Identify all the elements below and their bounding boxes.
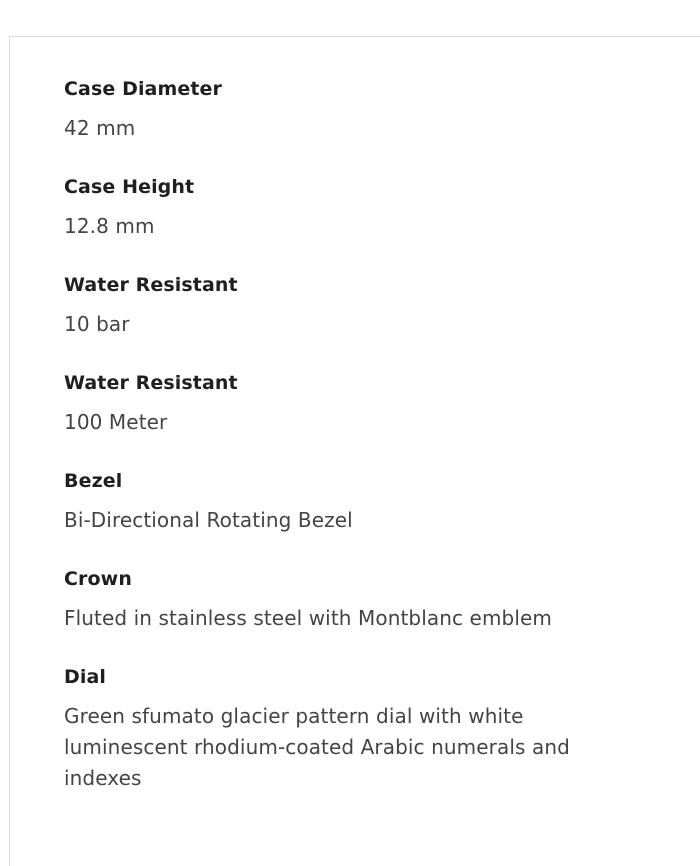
- specifications-list: [64, 77, 624, 825]
- spec-dial: [64, 665, 624, 794]
- spec-water-resistant-meter: [64, 371, 624, 438]
- spec-water-resistant-bar: [64, 273, 624, 340]
- spec-case-height: [64, 175, 624, 242]
- spec-value: 12.8 mm: [64, 214, 155, 238]
- spec-value: 10 bar: [64, 312, 130, 336]
- spec-label: Case Height: [64, 176, 195, 198]
- spec-label: Water Resistant: [64, 372, 238, 394]
- spec-label: Crown: [64, 568, 132, 590]
- spec-label: Bezel: [64, 470, 123, 492]
- spec-label: Dial: [64, 666, 107, 688]
- spec-value: Green sfumato glacier pattern dial with white luminescent rhodium-coated Arabic numerals and indexes: [64, 704, 570, 790]
- spec-value: Fluted in stainless steel with Montblanc emblem: [64, 606, 552, 630]
- spec-label: Water Resistant: [64, 274, 238, 296]
- spec-label: Case Diameter: [64, 78, 223, 100]
- spec-value: 42 mm: [64, 116, 136, 140]
- spec-value: Bi-Directional Rotating Bezel: [64, 508, 353, 532]
- spec-case-diameter: [64, 77, 624, 144]
- specifications-panel: [9, 36, 700, 866]
- spec-bezel: [64, 469, 624, 536]
- spec-crown: [64, 567, 624, 634]
- spec-value: 100 Meter: [64, 410, 168, 434]
